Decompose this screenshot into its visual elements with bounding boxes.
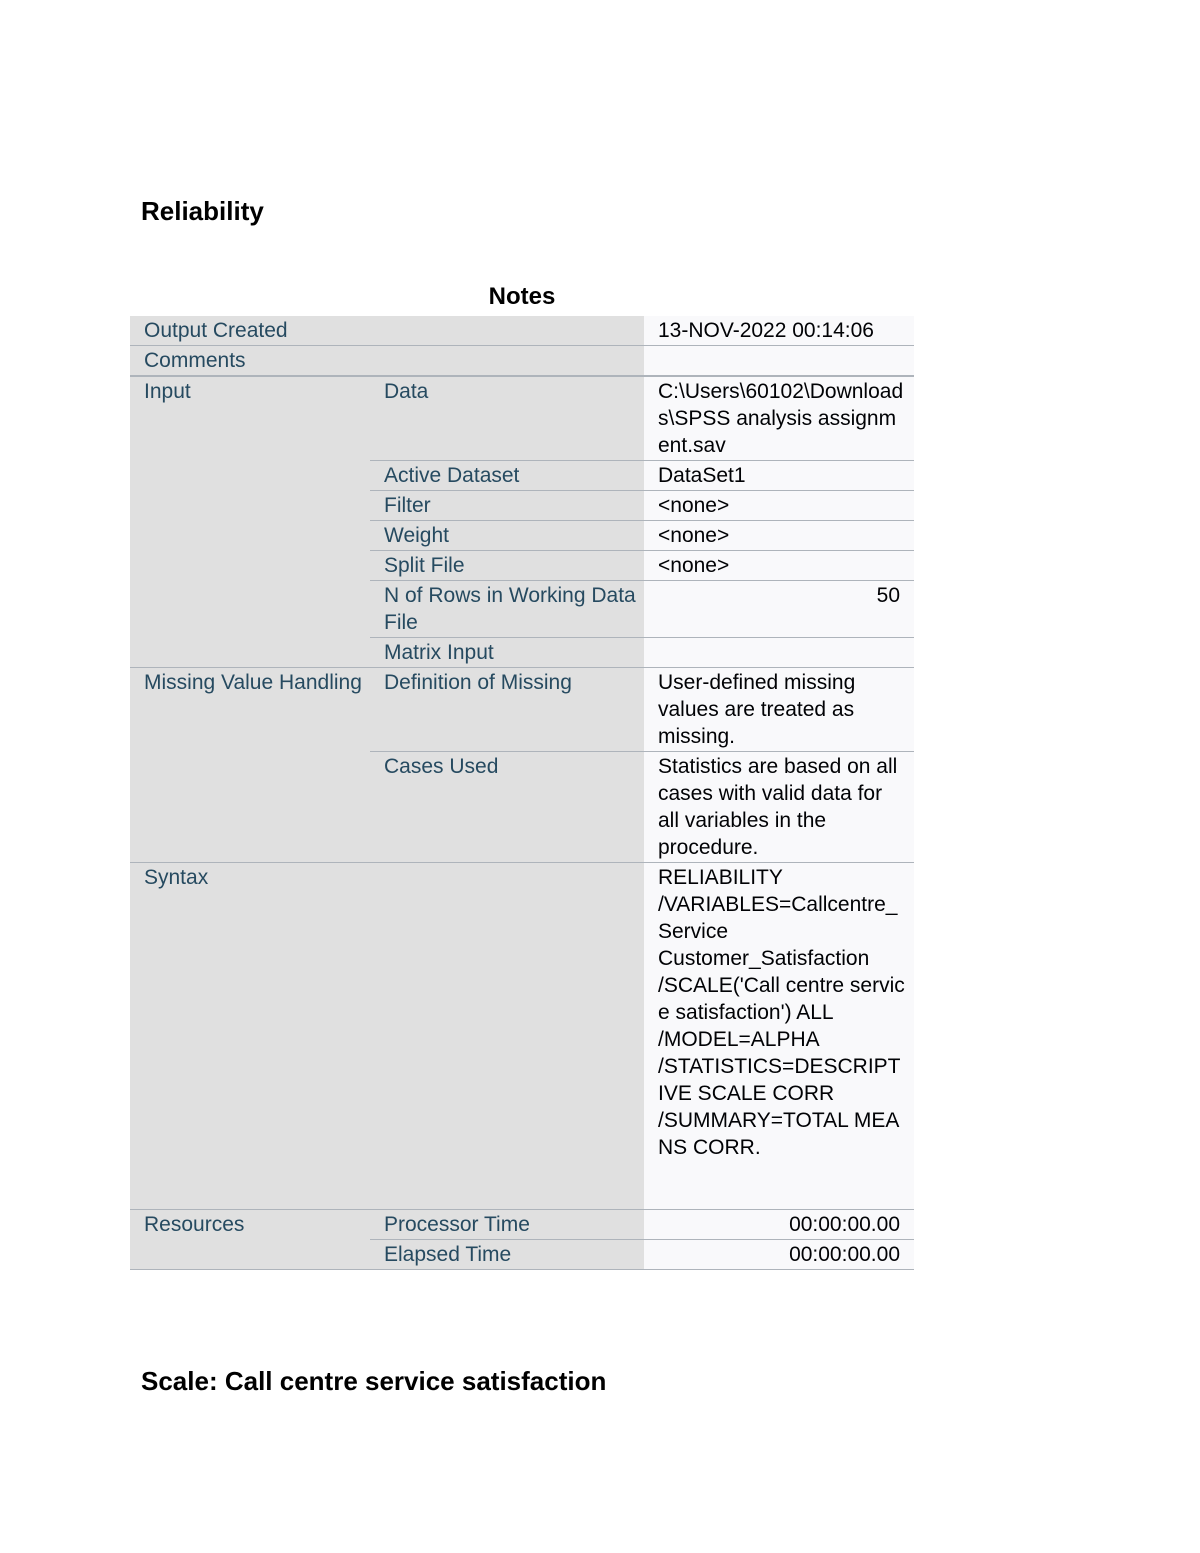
table-row (130, 376, 914, 461)
value-weight: <none> (644, 521, 914, 551)
notes-table-title: Notes (488, 283, 556, 310)
row-subheader-processor-time: Processor Time (370, 1210, 644, 1240)
row-subheader-split-file: Split File (370, 551, 644, 581)
value-data: C:\Users\60102\Downloads\SPSS analysis assignment.sav (644, 376, 914, 461)
value-output-created: 13-NOV-2022 00:14:06 (644, 316, 914, 346)
row-header-input: Input (130, 376, 370, 668)
section-heading-scale: Scale: Call centre service satisfaction (141, 1366, 607, 1396)
row-header-resources: Resources (130, 1210, 370, 1270)
row-subheader-elapsed-time: Elapsed Time (370, 1240, 644, 1270)
row-subheader-filter: Filter (370, 491, 644, 521)
row-subheader-cases-used: Cases Used (370, 752, 644, 863)
notes-table (130, 316, 914, 1270)
row-header-syntax: Syntax (130, 863, 644, 1210)
row-subheader-active-dataset: Active Dataset (370, 461, 644, 491)
row-subheader-matrix-input: Matrix Input (370, 638, 644, 668)
value-active-dataset: DataSet1 (644, 461, 914, 491)
row-subheader-data: Data (370, 376, 644, 461)
table-row (130, 1210, 914, 1240)
value-syntax: RELIABILITY /VARIABLES=Callcentre_Service Customer_Satisfaction /SCALE('Call centre service satisfaction') ALL /MODEL=ALPHA /STATISTICS=DESCRIPTIVE SCALE CORR /SUMMARY=TOTAL MEANS CORR. (644, 863, 914, 1210)
value-definition-of-missing: User-defined missing values are treated as missing. (644, 668, 914, 752)
table-row (130, 863, 914, 1210)
value-filter: <none> (644, 491, 914, 521)
value-matrix-input (644, 638, 914, 668)
table-row (130, 668, 914, 752)
row-subheader-weight: Weight (370, 521, 644, 551)
value-cases-used: Statistics are based on all cases with valid data for all variables in the procedure. (644, 752, 914, 863)
row-header-comments: Comments (130, 346, 644, 377)
value-processor-time: 00:00:00.00 (644, 1210, 914, 1240)
table-row (130, 316, 914, 346)
row-subheader-definition-of-missing: Definition of Missing (370, 668, 644, 752)
value-split-file: <none> (644, 551, 914, 581)
row-subheader-n-rows: N of Rows in Working Data File (370, 581, 644, 638)
row-header-missing-value-handling: Missing Value Handling (130, 668, 370, 863)
value-elapsed-time: 00:00:00.00 (644, 1240, 914, 1270)
section-heading-reliability: Reliability (141, 196, 264, 226)
value-n-rows: 50 (644, 581, 914, 638)
value-comments (644, 346, 914, 377)
table-row (130, 346, 914, 377)
row-header-output-created: Output Created (130, 316, 644, 346)
